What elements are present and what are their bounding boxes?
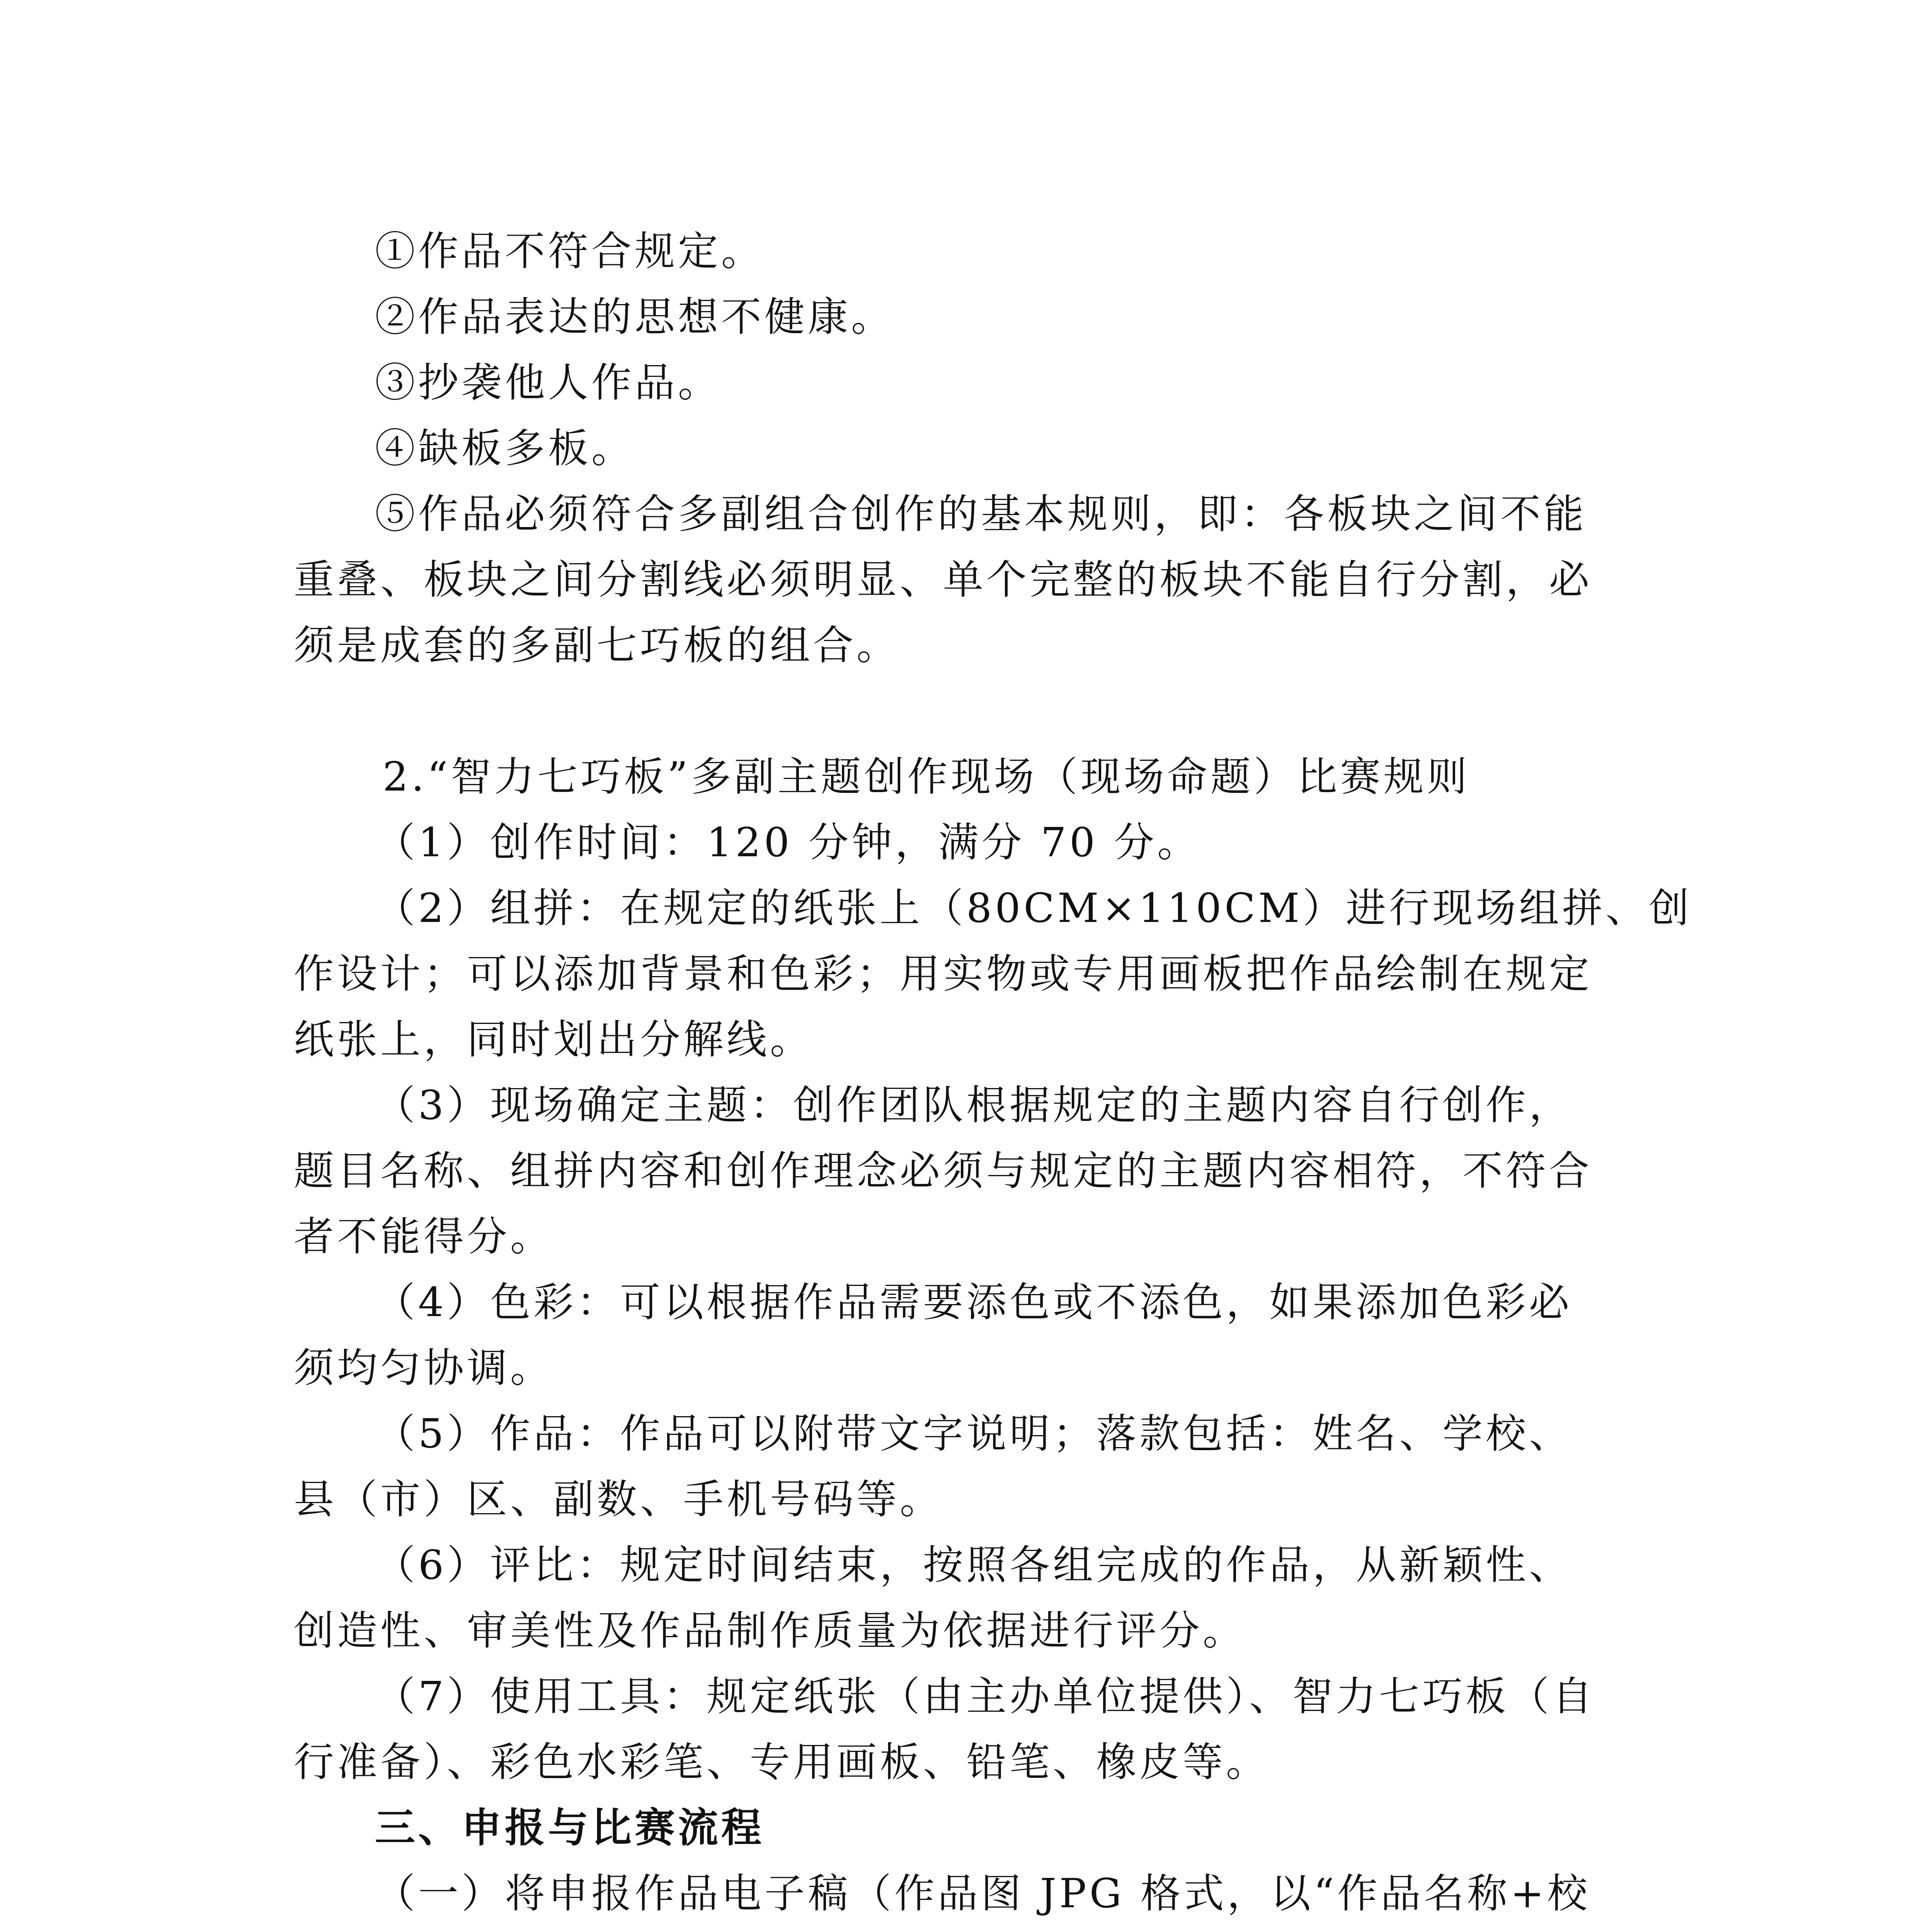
rule5-line1: ⑤作品必须符合多副组合创作的基本规则，即：各板块之间不能 <box>375 490 1587 537</box>
section2-item2-line3: 纸张上，同时划出分解线。 <box>294 1016 814 1063</box>
section2-item5-line1: （5）作品：作品可以附带文字说明；落款包括：姓名、学校、 <box>375 1410 1573 1457</box>
section2-item3-line2: 题目名称、组拼内容和创作理念必须与规定的主题内容相符，不符合 <box>294 1147 1593 1194</box>
section2-item1: （1）创作时间：120 分钟，满分 70 分。 <box>375 819 1201 866</box>
section2-item6-line2: 创造性、审美性及作品制作质量为依据进行评分。 <box>294 1607 1246 1654</box>
section2-title: 2.“智力七巧板”多副主题创作现场（现场命题）比赛规则 <box>383 753 1470 800</box>
section2-item3-line3: 者不能得分。 <box>294 1213 554 1260</box>
rejection-item-4: ④缺板多板。 <box>375 425 635 472</box>
section2-item2-line2: 作设计；可以添加背景和色彩；用实物或专用画板把作品绘制在规定 <box>294 950 1593 997</box>
rule5-line2: 重叠、板块之间分割线必须明显、单个完整的板块不能自行分割，必 <box>294 556 1593 603</box>
rule5-line3: 须是成套的多副七巧板的组合。 <box>294 622 900 669</box>
section2-item2-line1: （2）组拼：在规定的纸张上（80CM×110CM）进行现场组拼、创 <box>375 884 1692 932</box>
section3-p1-line1: （一）将申报作品电子稿（作品图 JPG 格式，以“作品名称+校 <box>375 1870 1591 1917</box>
section2-item3-line1: （3）现场确定主题：创作团队根据规定的主题内容自行创作， <box>375 1082 1573 1129</box>
section2-item7-line2: 行准备）、彩色水彩笔、专用画板、铅笔、橡皮等。 <box>294 1738 1270 1786</box>
section2-item6-line1: （6）评比：规定时间结束，按照各组完成的作品，从新颖性、 <box>375 1541 1573 1588</box>
section2-item7-line1: （7）使用工具：规定纸张（由主办单位提供）、智力七巧板（自 <box>375 1673 1596 1720</box>
rejection-item-3: ③抄袭他人作品。 <box>375 359 722 406</box>
section2-item4-line2: 须均匀协调。 <box>294 1344 554 1391</box>
section2-item5-line2: 县（市）区、副数、手机号码等。 <box>294 1476 943 1523</box>
section2-item4-line1: （4）色彩：可以根据作品需要添色或不添色，如果添加色彩必 <box>375 1279 1573 1326</box>
section3-heading: 三、申报与比赛流程 <box>375 1804 765 1851</box>
rejection-item-1: ①作品不符合规定。 <box>375 228 765 275</box>
rejection-item-2: ②作品表达的思想不健康。 <box>375 293 895 340</box>
